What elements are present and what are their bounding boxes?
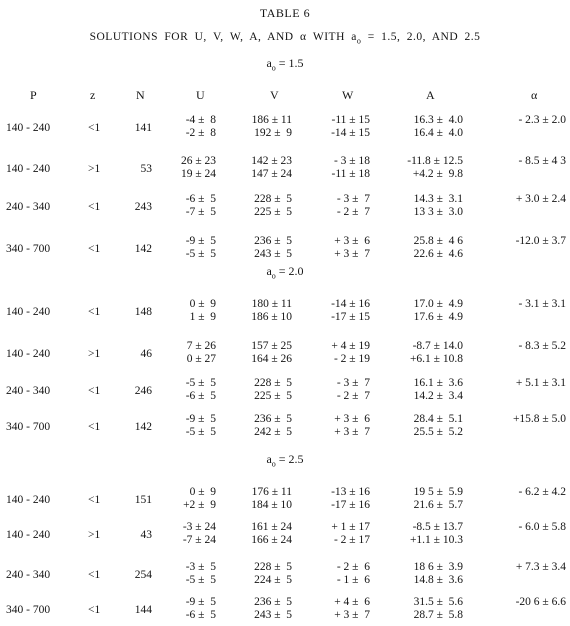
cell-w-line1: -13 ± 16 — [331, 486, 370, 498]
cell-w-line2: - 2 ± 17 — [333, 534, 370, 546]
cell-z: >1 — [88, 529, 101, 541]
cell-alpha: -12.0 ± 3.7 — [515, 235, 566, 247]
cell-v-line1: 236 ± 5 — [254, 596, 292, 608]
cell-w-line1: - 3 ± 18 — [333, 155, 370, 167]
cell-v-line2: 225 ± 5 — [254, 390, 292, 402]
table-row — [0, 235, 570, 265]
cell-u-line1: -4 ± 8 — [185, 114, 216, 126]
cell-v-line1: 180 ± 11 — [251, 298, 292, 310]
cell-w-line1: + 3 ± 6 — [334, 235, 370, 247]
cell-a-line2: 28.7 ± 5.8 — [413, 609, 463, 621]
cell-u-line2: -7 ± 5 — [185, 206, 216, 218]
cell-a-line2: 22.6 ± 4.6 — [413, 248, 463, 260]
cell-u-line2: +2 ± 9 — [183, 499, 216, 511]
cell-u-line1: -9 ± 5 — [185, 235, 216, 247]
subtitle-values: = 1.5, 2.0, AND 2.5 — [361, 31, 481, 43]
cell-a-line1: 19 5 ± 5.9 — [413, 486, 463, 498]
cell-w — [331, 340, 370, 366]
cell-n: 144 — [134, 604, 152, 616]
cell-u — [187, 340, 216, 366]
cell-u-line1: -3 ± 5 — [185, 561, 216, 573]
cell-u — [181, 155, 216, 181]
cell-z: >1 — [88, 163, 101, 175]
cell-z: <1 — [88, 243, 101, 255]
cell-a-line1: 16.3 ± 4.0 — [413, 114, 463, 126]
cell-p: 140 - 240 — [6, 306, 51, 318]
cell-w-line2: -17 ± 15 — [331, 311, 370, 323]
cell-p: 340 - 700 — [6, 604, 51, 616]
cell-w-line1: + 1 ± 17 — [331, 521, 370, 533]
cell-v-line1: 186 ± 11 — [251, 114, 292, 126]
cell-v — [251, 298, 292, 324]
cell-a-line1: 16.1 ± 3.6 — [413, 377, 463, 389]
column-headers — [0, 88, 570, 104]
cell-p: 340 - 700 — [6, 421, 51, 433]
cell-u-line1: 26 ± 23 — [180, 155, 216, 167]
cell-u-line2: -6 ± 5 — [185, 609, 216, 621]
cell-alpha: + 3.0 ± 2.4 — [515, 193, 566, 205]
table-row — [0, 340, 570, 370]
cell-v-line2: 225 ± 5 — [254, 206, 292, 218]
cell-a — [410, 340, 463, 366]
table-row — [0, 521, 570, 551]
cell-w-line1: -11 ± 15 — [331, 114, 370, 126]
cell-w-line2: -17 ± 16 — [331, 499, 370, 511]
cell-p: 140 - 240 — [6, 348, 51, 360]
cell-z: <1 — [88, 385, 101, 397]
table-row — [0, 377, 570, 407]
table-row — [0, 155, 570, 185]
cell-w-line1: + 4 ± 19 — [331, 340, 370, 352]
cell-a — [414, 114, 463, 140]
cell-w-line2: -11 ± 18 — [331, 168, 370, 180]
header-n: N — [136, 88, 145, 102]
cell-a-line1: 14.3 ± 3.1 — [413, 193, 463, 205]
cell-v — [254, 596, 292, 622]
cell-w — [331, 114, 370, 140]
cell-p: 140 - 240 — [6, 494, 51, 506]
cell-alpha: - 6.0 ± 5.8 — [518, 521, 566, 533]
cell-u-line2: -5 ± 5 — [185, 248, 216, 260]
cell-w-line1: - 3 ± 7 — [336, 193, 370, 205]
section-label-symbol: a — [266, 56, 272, 70]
cell-v-line1: 161 ± 24 — [251, 521, 292, 533]
cell-a — [414, 298, 463, 324]
cell-a-line1: 31.5 ± 5.6 — [413, 596, 463, 608]
table-title: TABLE 6 — [259, 6, 311, 20]
cell-n: 243 — [134, 201, 152, 213]
cell-v — [254, 561, 292, 587]
cell-u — [183, 521, 216, 547]
cell-p: 240 - 340 — [6, 569, 51, 581]
cell-a — [414, 561, 463, 587]
cell-alpha: +15.8 ± 5.0 — [512, 413, 566, 425]
cell-u — [186, 561, 216, 587]
header-alpha: α — [531, 88, 538, 102]
cell-u-line2: -2 ± 8 — [185, 127, 216, 139]
cell-v-line1: 157 ± 25 — [251, 340, 292, 352]
cell-alpha: - 8.5 ± 4 3 — [518, 155, 566, 167]
cell-v — [252, 114, 292, 140]
cell-a-line2: +6.1 ± 10.8 — [409, 353, 463, 365]
cell-v-line1: 228 ± 5 — [254, 377, 292, 389]
cell-p: 140 - 240 — [6, 163, 51, 175]
subtitle-subscript: o — [356, 36, 362, 46]
cell-z: <1 — [88, 421, 101, 433]
section-label-value: = 2.5 — [275, 452, 304, 466]
cell-alpha: - 6.2 ± 4.2 — [518, 486, 566, 498]
cell-a-line2: 25.5 ± 5.2 — [413, 426, 463, 438]
cell-w-line1: - 2 ± 6 — [336, 561, 370, 573]
header-z: z — [90, 88, 96, 102]
section-label — [0, 56, 570, 72]
cell-a-line1: 17.0 ± 4.9 — [413, 298, 463, 310]
section-label-symbol: a — [266, 452, 272, 466]
cell-u — [186, 596, 216, 622]
cell-p: 240 - 340 — [6, 201, 51, 213]
table-row — [0, 193, 570, 223]
cell-n: 254 — [134, 569, 152, 581]
cell-n: 43 — [140, 529, 152, 541]
cell-u — [186, 114, 216, 140]
cell-a-line1: 18 6 ± 3.9 — [413, 561, 463, 573]
cell-u — [190, 298, 216, 324]
cell-v-line2: 186 ± 10 — [251, 311, 292, 323]
cell-a — [414, 596, 463, 622]
cell-a-line2: +4.2 ± 9.8 — [412, 168, 463, 180]
cell-w-line2: -14 ± 15 — [331, 127, 370, 139]
table-row — [0, 561, 570, 591]
cell-v-line2: 147 ± 24 — [251, 168, 292, 180]
cell-alpha: - 8.3 ± 5.2 — [518, 340, 566, 352]
cell-a — [414, 413, 463, 439]
section-label-subscript: o — [271, 63, 276, 73]
cell-v — [254, 377, 292, 403]
cell-v-line1: 176 ± 11 — [251, 486, 292, 498]
cell-z: <1 — [88, 122, 101, 134]
subtitle-text: SOLUTIONS FOR U, V, W, A, AND α WITH a — [89, 31, 357, 43]
cell-a-line2: 13 3 ± 3.0 — [413, 206, 463, 218]
cell-u — [186, 235, 216, 261]
cell-v — [254, 193, 292, 219]
cell-w-line1: + 3 ± 6 — [334, 413, 370, 425]
cell-z: >1 — [88, 348, 101, 360]
header-w: W — [342, 88, 354, 102]
cell-w — [332, 155, 370, 181]
cell-v-line1: 228 ± 5 — [254, 193, 292, 205]
cell-n: 53 — [140, 163, 152, 175]
cell-a-line2: 14.8 ± 3.6 — [413, 574, 463, 586]
cell-alpha: + 5.1 ± 3.1 — [515, 377, 566, 389]
cell-w-line2: - 2 ± 7 — [336, 390, 370, 402]
cell-v — [251, 155, 292, 181]
cell-n: 151 — [134, 494, 152, 506]
cell-a-line1: -8.5 ± 13.7 — [412, 521, 463, 533]
cell-w-line1: - 3 ± 7 — [336, 377, 370, 389]
cell-n: 141 — [134, 122, 152, 134]
cell-w-line2: - 1 ± 6 — [336, 574, 370, 586]
cell-v-line2: 224 ± 5 — [254, 574, 292, 586]
table-row — [0, 413, 570, 443]
table-row — [0, 596, 570, 626]
section-label-subscript: o — [271, 459, 276, 469]
cell-u-line1: -3 ± 24 — [182, 521, 216, 533]
cell-a — [410, 521, 463, 547]
cell-v — [251, 521, 292, 547]
section-label — [0, 452, 570, 468]
cell-u — [186, 193, 216, 219]
cell-v-line1: 228 ± 5 — [254, 561, 292, 573]
cell-z: <1 — [88, 306, 101, 318]
cell-w — [334, 413, 370, 439]
cell-p: 140 - 240 — [6, 122, 51, 134]
cell-u-line1: 0 ± 9 — [189, 298, 216, 310]
cell-u-line2: 19 ± 24 — [180, 168, 216, 180]
cell-w-line2: - 2 ± 19 — [333, 353, 370, 365]
cell-a-line2: +1.1 ± 10.3 — [409, 534, 463, 546]
cell-v-line2: 166 ± 24 — [251, 534, 292, 546]
cell-w — [337, 377, 370, 403]
cell-u-line1: 0 ± 9 — [189, 486, 216, 498]
cell-a-line1: -8.7 ± 14.0 — [412, 340, 463, 352]
cell-v — [251, 340, 292, 366]
cell-a-line2: 21.6 ± 5.7 — [413, 499, 463, 511]
cell-u-line1: 7 ± 26 — [186, 340, 216, 352]
cell-u — [186, 413, 216, 439]
cell-a-line2: 14.2 ± 3.4 — [413, 390, 463, 402]
table-row — [0, 486, 570, 516]
cell-v-line2: 243 ± 5 — [254, 609, 292, 621]
cell-v-line1: 236 ± 5 — [254, 413, 292, 425]
cell-w-line2: + 3 ± 7 — [334, 248, 370, 260]
cell-n: 148 — [134, 306, 152, 318]
cell-u-line2: -5 ± 5 — [185, 574, 216, 586]
cell-u-line1: -9 ± 5 — [185, 596, 216, 608]
cell-n: 46 — [140, 348, 152, 360]
cell-z: <1 — [88, 201, 101, 213]
cell-v — [251, 486, 292, 512]
cell-w-line2: - 2 ± 7 — [336, 206, 370, 218]
cell-u-line2: -6 ± 5 — [185, 390, 216, 402]
cell-v-line2: 164 ± 26 — [251, 353, 292, 365]
cell-z: <1 — [88, 569, 101, 581]
cell-v-line2: 243 ± 5 — [254, 248, 292, 260]
cell-v-line2: 242 ± 5 — [254, 426, 292, 438]
cell-w — [334, 596, 370, 622]
cell-v — [254, 235, 292, 261]
cell-alpha: -20 6 ± 6.6 — [515, 596, 566, 608]
cell-u-line2: -5 ± 5 — [185, 426, 216, 438]
cell-v-line2: 192 ± 9 — [254, 127, 292, 139]
cell-z: <1 — [88, 604, 101, 616]
cell-u-line1: -9 ± 5 — [185, 413, 216, 425]
cell-u-line2: 0 ± 27 — [186, 353, 216, 365]
cell-n: 246 — [134, 385, 152, 397]
cell-w — [331, 298, 370, 324]
cell-a — [407, 155, 463, 181]
cell-a — [414, 193, 463, 219]
section-label-subscript: o — [271, 271, 276, 281]
cell-a — [414, 377, 463, 403]
cell-u — [183, 486, 216, 512]
cell-w-line2: + 3 ± 7 — [334, 426, 370, 438]
header-v: V — [270, 88, 279, 102]
cell-p: 240 - 340 — [6, 385, 51, 397]
cell-a-line2: 16.4 ± 4.0 — [413, 127, 463, 139]
cell-u-line1: -6 ± 5 — [185, 193, 216, 205]
cell-u-line2: -7 ± 24 — [182, 534, 216, 546]
cell-w — [337, 561, 370, 587]
cell-p: 140 - 240 — [6, 529, 51, 541]
table-row — [0, 298, 570, 328]
cell-p: 340 - 700 — [6, 243, 51, 255]
cell-u — [186, 377, 216, 403]
cell-w — [331, 486, 370, 512]
header-a: A — [426, 88, 435, 102]
cell-v — [254, 413, 292, 439]
cell-w — [334, 235, 370, 261]
section-label — [0, 264, 570, 280]
cell-a — [414, 235, 463, 261]
table-row — [0, 114, 570, 144]
section-label-symbol: a — [266, 264, 272, 278]
section-label-value: = 1.5 — [275, 56, 304, 70]
cell-alpha: - 2.3 ± 2.0 — [518, 114, 566, 126]
cell-w-line2: + 3 ± 7 — [334, 609, 370, 621]
cell-z: <1 — [88, 494, 101, 506]
cell-n: 142 — [134, 421, 152, 433]
cell-v-line1: 142 ± 23 — [251, 155, 292, 167]
cell-alpha: + 7.3 ± 3.4 — [515, 561, 566, 573]
header-p: P — [30, 88, 37, 102]
cell-a-line1: -11.8 ± 12.5 — [407, 155, 463, 167]
table-subtitle — [0, 31, 570, 45]
cell-a-line2: 17.6 ± 4.9 — [413, 311, 463, 323]
cell-u-line1: -5 ± 5 — [185, 377, 216, 389]
cell-a-line1: 28.4 ± 5.1 — [413, 413, 463, 425]
cell-u-line2: 1 ± 9 — [189, 311, 216, 323]
section-label-value: = 2.0 — [275, 264, 304, 278]
cell-w — [331, 521, 370, 547]
cell-n: 142 — [134, 243, 152, 255]
cell-v-line2: 184 ± 10 — [251, 499, 292, 511]
cell-alpha: - 3.1 ± 3.1 — [518, 298, 566, 310]
cell-w-line1: -14 ± 16 — [331, 298, 370, 310]
cell-a-line1: 25.8 ± 4 6 — [413, 235, 463, 247]
cell-a — [414, 486, 463, 512]
cell-w-line1: + 4 ± 6 — [334, 596, 370, 608]
cell-v-line1: 236 ± 5 — [254, 235, 292, 247]
cell-w — [337, 193, 370, 219]
header-u: U — [196, 88, 205, 102]
